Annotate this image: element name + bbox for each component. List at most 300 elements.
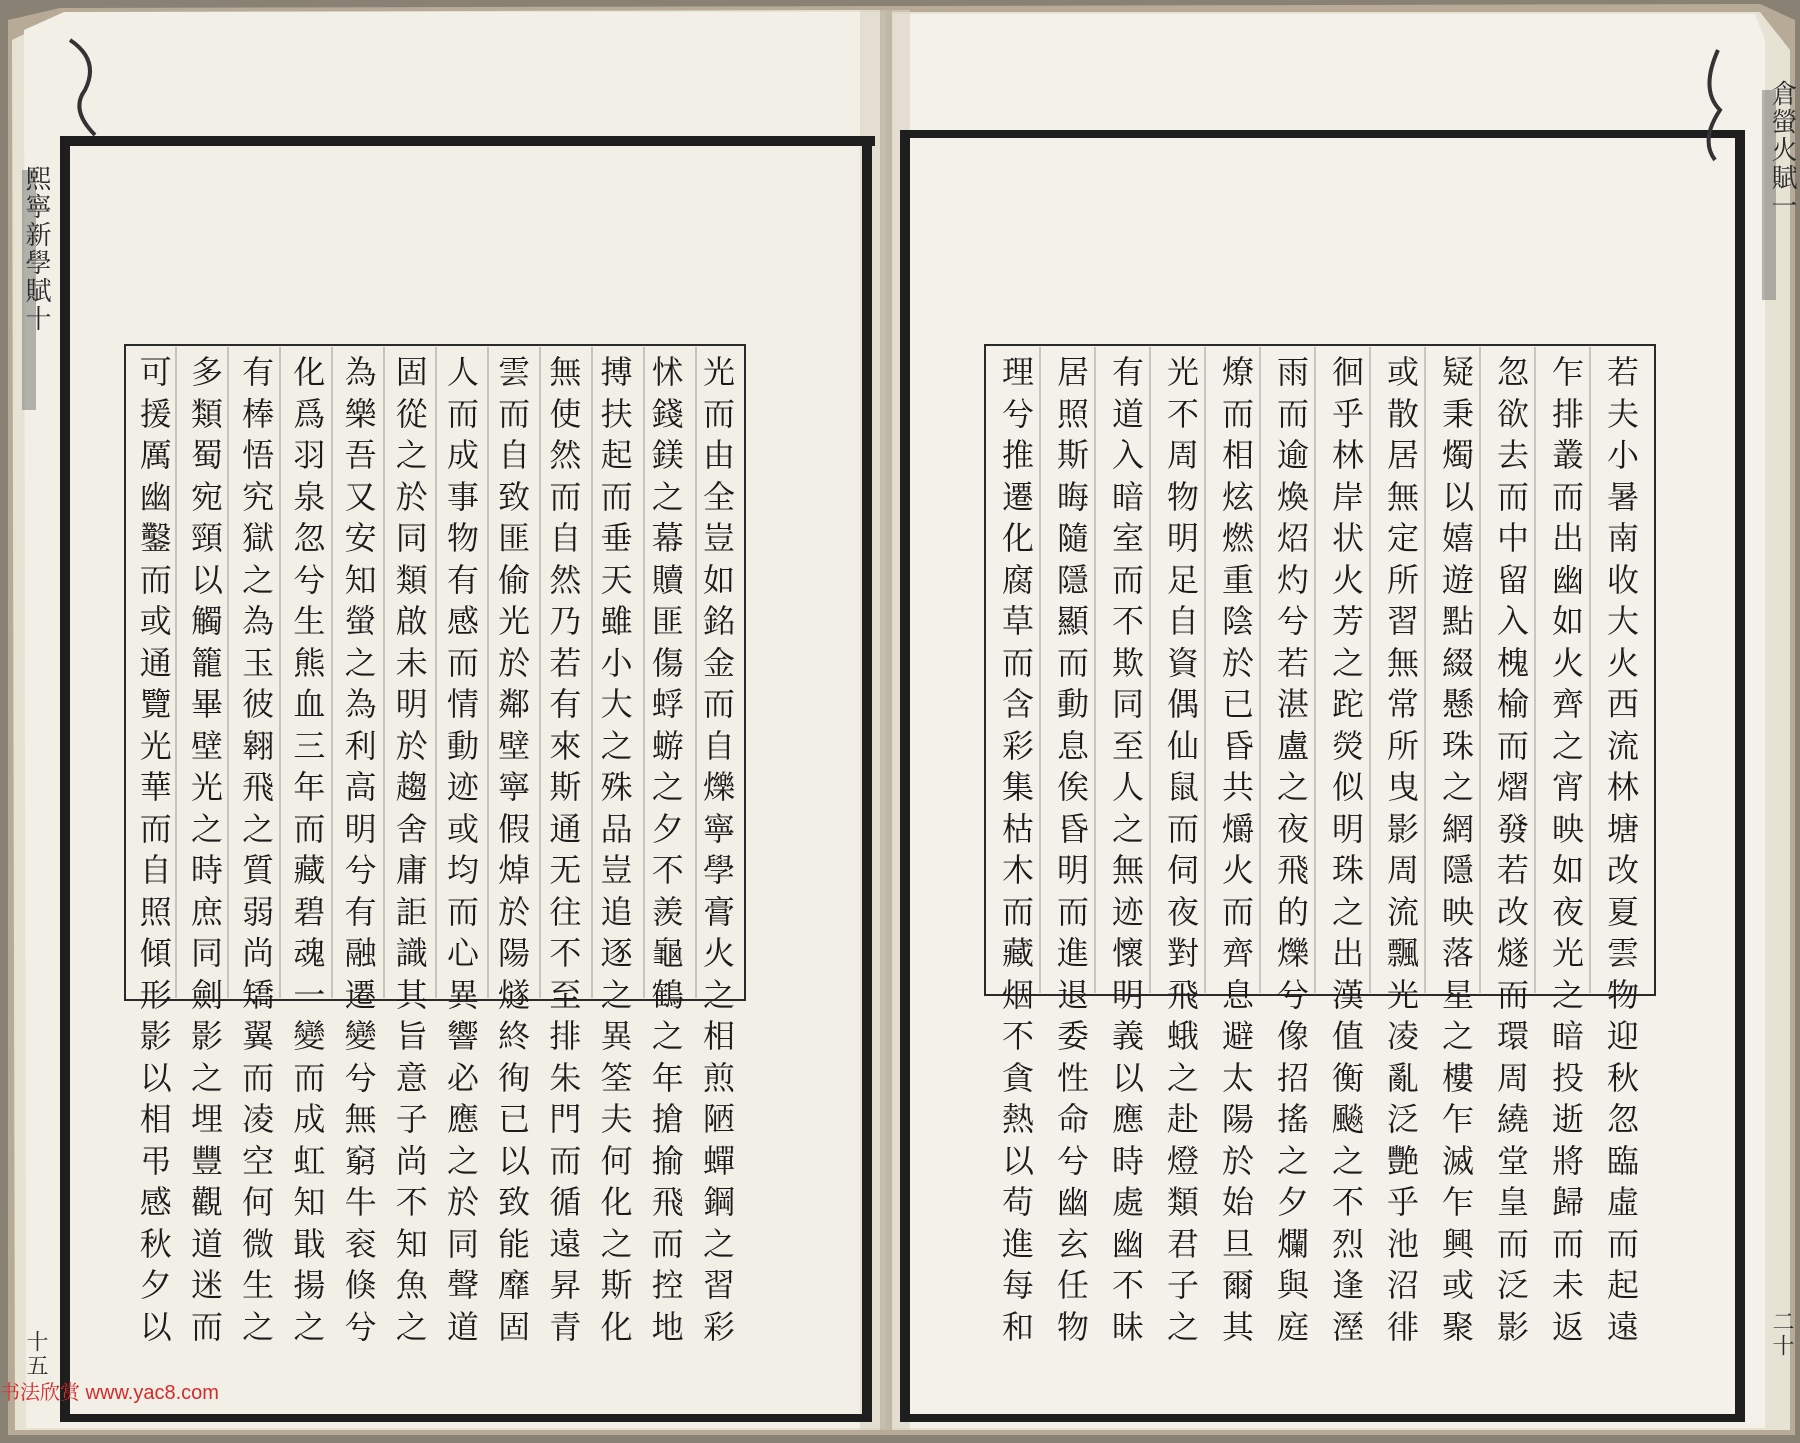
character: 而 [1001,643,1034,682]
character: 之 [1111,809,1144,848]
character: 無 [1386,477,1419,516]
character: 熠 [1496,768,1529,806]
character: 火 [1551,643,1584,682]
character: 往 [549,892,582,931]
character: 林 [1331,436,1364,474]
character: 扶 [600,394,633,433]
character: 門 [549,1100,582,1138]
character: 而 [702,685,735,723]
character: 不 [1331,1183,1364,1221]
character: 事 [446,477,479,516]
character: 乍 [1441,1183,1474,1221]
character: 不 [549,934,582,972]
character: 贖 [651,560,684,599]
character: 不 [651,851,684,889]
character: 悟 [242,436,275,474]
character: 岸 [1331,477,1364,516]
right-text-column [1322,352,1374,1348]
character: 而 [1276,394,1309,433]
character: 魂 [293,934,326,972]
character: 彼 [242,685,275,723]
character: 未 [395,643,428,682]
character: 衮 [344,1224,377,1263]
character: 三 [293,726,326,765]
character: 無 [1111,851,1144,889]
character: 吾 [344,436,377,474]
character: 壁 [190,726,223,765]
character: 不 [1111,1266,1144,1304]
character: 揄 [651,1141,684,1180]
character: 地 [651,1307,684,1346]
character: 徇 [498,1058,531,1097]
character: 夫 [1606,394,1639,433]
character: 物 [1166,477,1199,516]
character: 空 [242,1141,275,1180]
character: 殊 [600,768,633,806]
character: 疑 [1441,353,1474,391]
character: 跎 [1331,685,1364,723]
character: 影 [1386,809,1419,848]
character: 貪 [1001,1058,1034,1097]
character: 自 [139,851,172,889]
character: 乍 [1441,1100,1474,1138]
character: 之 [1551,975,1584,1014]
character: 之 [446,1141,479,1180]
character: 太 [1221,1058,1254,1097]
character: 舍 [395,809,428,848]
character: 有 [242,353,275,391]
character: 安 [344,519,377,557]
character: 斯 [1056,436,1089,474]
character: 於 [395,477,428,516]
character: 若 [1496,851,1529,889]
left-text-column [181,352,233,1348]
character: 點 [1441,602,1474,640]
character: 兮 [344,1307,377,1346]
character: 燃 [1221,519,1254,557]
character: 至 [549,975,582,1014]
character: 秉 [1441,394,1474,433]
character: 凌 [242,1100,275,1138]
character: 高 [344,768,377,806]
character: 金 [702,643,735,682]
character: 而 [446,394,479,433]
character: 由 [702,436,735,474]
character: 庭 [1276,1307,1309,1346]
character: 或 [1386,353,1419,391]
character: 而 [651,1224,684,1263]
character: 之 [395,436,428,474]
right-text-column [1157,352,1209,1348]
character: 暗 [1551,1017,1584,1055]
character: 歸 [1551,1183,1584,1221]
character: 陽 [1221,1100,1254,1138]
character: 搏 [600,353,633,391]
left-text-column [386,352,438,1348]
character: 燭 [1441,436,1474,474]
character: 忽 [293,519,326,557]
character: 一 [293,975,326,1014]
left-text-column [539,352,591,1348]
character: 若 [549,643,582,682]
character: 弱 [242,892,275,931]
character: 生 [242,1266,275,1304]
character: 委 [1056,1017,1089,1055]
character: 傷 [651,643,684,682]
character: 而 [1056,643,1089,682]
character: 枯 [1001,809,1034,848]
character: 寧 [498,768,531,806]
right-margin-title: 倉螢火賦一 [1767,80,1797,220]
character: 同 [446,1224,479,1263]
character: 彩 [1001,726,1034,765]
character: 致 [498,1183,531,1221]
character: 迹 [446,768,479,806]
character: 或 [139,602,172,640]
character: 變 [293,1017,326,1055]
character: 能 [498,1224,531,1263]
character: 秋 [139,1224,172,1263]
character: 重 [1221,560,1254,599]
character: 艷 [1386,1141,1419,1180]
character: 年 [293,768,326,806]
character: 聲 [446,1266,479,1304]
character: 道 [1111,394,1144,433]
character: 處 [1111,1183,1144,1221]
character: 其 [1221,1307,1254,1346]
character: 照 [1056,394,1089,433]
character: 致 [498,477,531,516]
character: 光 [702,353,735,391]
character: 而 [242,1058,275,1097]
character: 將 [1551,1141,1584,1180]
character: 之 [242,1307,275,1346]
character: 之 [344,643,377,682]
character: 齊 [1221,934,1254,972]
character: 之 [1276,768,1309,806]
character: 時 [1111,1141,1144,1180]
character: 錢 [651,394,684,433]
character: 小 [600,643,633,682]
character: 林 [1606,768,1639,806]
character: 排 [1551,394,1584,433]
character: 而 [139,560,172,599]
character: 庸 [395,851,428,889]
character: 火 [1221,851,1254,889]
character: 而 [498,394,531,433]
character: 畢 [190,685,223,723]
left-text-column [642,352,694,1348]
character: 斯 [600,1266,633,1304]
character: 珠 [1441,726,1474,765]
character: 排 [549,1017,582,1055]
character: 虹 [293,1141,326,1180]
character: 豐 [190,1141,223,1180]
character: 泛 [1386,1100,1419,1138]
character: 使 [549,394,582,433]
character: 明 [1166,519,1199,557]
character: 爛 [1276,1224,1309,1263]
character: 其 [395,975,428,1014]
character: 揚 [293,1266,326,1304]
character: 推 [1001,436,1034,474]
character: 燧 [1496,934,1529,972]
character: 與 [1276,1266,1309,1304]
left-text-column [693,352,745,1348]
character: 通 [549,809,582,848]
character: 熊 [293,643,326,682]
character: 無 [549,353,582,391]
character: 彩 [702,1307,735,1346]
character: 影 [190,1017,223,1055]
character: 同 [190,934,223,972]
character: 忽 [1606,1100,1639,1138]
character: 已 [1221,685,1254,723]
character: 幽 [1111,1224,1144,1263]
character: 泛 [1496,1266,1529,1304]
character: 翼 [242,1017,275,1055]
character: 逾 [1276,436,1309,474]
character: 居 [1056,353,1089,391]
character: 居 [1386,436,1419,474]
character: 而 [1056,892,1089,931]
character: 啟 [395,602,428,640]
character: 光 [1166,353,1199,391]
character: 性 [1056,1058,1089,1097]
character: 飄 [1386,934,1419,972]
character: 滅 [1441,1141,1474,1180]
character: 如 [1551,851,1584,889]
character: 鑿 [139,519,172,557]
character: 時 [190,851,223,889]
character: 為 [344,353,377,391]
character: 埋 [190,1100,223,1138]
character: 有 [1111,353,1144,391]
character: 若 [1606,353,1639,391]
character: 而 [600,477,633,516]
character: 逢 [1331,1266,1364,1304]
character: 偶 [1166,685,1199,723]
character: 飛 [1276,851,1309,889]
character: 光 [1386,975,1419,1014]
character: 道 [446,1307,479,1346]
character: 之 [190,1058,223,1097]
character: 而 [549,1141,582,1180]
character: 周 [1166,436,1199,474]
character: 未 [1551,1266,1584,1304]
character: 羨 [651,892,684,931]
character: 散 [1386,394,1419,433]
character: 鎂 [651,436,684,474]
character: 而 [1606,1224,1639,1263]
character: 應 [446,1100,479,1138]
character: 所 [1386,560,1419,599]
character: 定 [1386,519,1419,557]
character: 成 [293,1100,326,1138]
character: 覽 [139,685,172,723]
character: 始 [1221,1183,1254,1221]
character: 沼 [1386,1266,1419,1304]
right-text-column [1432,352,1484,1348]
character: 明 [1331,809,1364,848]
character: 尚 [395,1141,428,1180]
character: 來 [549,726,582,765]
character: 於 [498,892,531,931]
character: 進 [1001,1224,1034,1263]
character: 搶 [651,1100,684,1138]
character: 影 [1496,1307,1529,1346]
character: 變 [344,1017,377,1055]
character: 而 [293,1058,326,1097]
character: 搖 [1276,1100,1309,1138]
character: 熱 [1001,1100,1034,1138]
character: 返 [1551,1307,1584,1346]
character: 留 [1496,560,1529,599]
character: 棒 [242,394,275,433]
character: 心 [446,934,479,972]
character: 乃 [549,602,582,640]
character: 命 [1056,1100,1089,1138]
character: 義 [1111,1017,1144,1055]
character: 灼 [1276,560,1309,599]
character: 兮 [1276,602,1309,640]
character: 明 [344,809,377,848]
character: 迷 [190,1266,223,1304]
character: 於 [498,643,531,682]
character: 泉 [293,477,326,516]
right-text-column [1212,352,1264,1348]
character: 而 [139,809,172,848]
character: 之 [651,477,684,516]
character: 同 [395,519,428,557]
character: 旨 [395,1017,428,1055]
character: 感 [446,602,479,640]
character: 嬉 [1441,519,1474,557]
character: 木 [1001,851,1034,889]
character: 碧 [293,892,326,931]
character: 的 [1276,892,1309,931]
character: 大 [1606,602,1639,640]
character: 欺 [1111,643,1144,682]
character: 逝 [1551,1100,1584,1138]
character: 火 [702,934,735,972]
character: 利 [344,726,377,765]
character: 相 [1221,436,1254,474]
character: 雨 [1276,353,1309,391]
character: 之 [242,809,275,848]
character: 而 [1111,560,1144,599]
character: 藏 [293,851,326,889]
character: 戢 [293,1224,326,1263]
character: 爍 [1276,934,1309,972]
character: 之 [242,560,275,599]
character: 出 [1551,519,1584,557]
character: 出 [1331,934,1364,972]
character: 昧 [1111,1307,1144,1346]
character: 兮 [1056,1141,1089,1180]
character: 資 [1166,643,1199,682]
left-text-column [335,352,387,1348]
character: 火 [1606,643,1639,682]
character: 所 [1386,726,1419,765]
character: 劍 [190,975,223,1014]
character: 追 [600,892,633,931]
character: 雖 [600,602,633,640]
character: 燎 [1221,353,1254,391]
character: 以 [1441,477,1474,516]
character: 徊 [1331,353,1364,391]
left-corner-number: 十五 [23,1330,48,1378]
right-text-column [1377,352,1429,1348]
character: 頸 [190,519,223,557]
character: 動 [1056,685,1089,723]
character: 之 [1551,726,1584,765]
character: 學 [702,851,735,889]
right-text-column [1487,352,1539,1348]
character: 而 [1551,1224,1584,1263]
character: 而 [190,1307,223,1346]
right-text-column [1047,352,1099,1348]
character: 必 [446,1058,479,1097]
character: 夏 [1606,892,1639,931]
character: 怵 [651,353,684,391]
character: 陽 [498,934,531,972]
character: 之 [651,1017,684,1055]
character: 不 [1001,1017,1034,1055]
character: 光 [190,768,223,806]
character: 集 [1001,768,1034,806]
character: 自 [1166,602,1199,640]
character: 爾 [1221,1266,1254,1304]
character: 而 [1496,975,1529,1014]
character: 宵 [1551,768,1584,806]
character: 響 [446,1017,479,1055]
character: 援 [139,394,172,433]
character: 改 [1496,892,1529,931]
character: 衡 [1331,1058,1364,1097]
character: 情 [446,685,479,723]
character: 暑 [1606,477,1639,516]
character: 兮 [1276,975,1309,1014]
left-text-column [130,352,182,1348]
character: 流 [1386,892,1419,931]
character: 改 [1606,851,1639,889]
right-text-column [1597,352,1649,1348]
character: 斯 [549,768,582,806]
character: 蛾 [1166,1017,1199,1055]
character: 不 [1166,394,1199,433]
character: 南 [1606,519,1639,557]
character: 豈 [600,851,633,889]
character: 為 [242,602,275,640]
left-text-column [488,352,540,1348]
character: 退 [1056,975,1089,1014]
character: 夫 [600,1100,633,1138]
character: 懸 [1441,685,1474,723]
character: 道 [190,1224,223,1263]
character: 固 [395,353,428,391]
character: 遷 [344,975,377,1014]
character: 而 [1496,1224,1529,1263]
character: 之 [395,1307,428,1346]
character: 足 [1166,560,1199,599]
character: 蜀 [190,436,223,474]
character: 火 [1331,560,1364,599]
character: 控 [651,1266,684,1304]
character: 習 [702,1266,735,1304]
character: 蟬 [702,1141,735,1180]
character: 遠 [549,1224,582,1263]
